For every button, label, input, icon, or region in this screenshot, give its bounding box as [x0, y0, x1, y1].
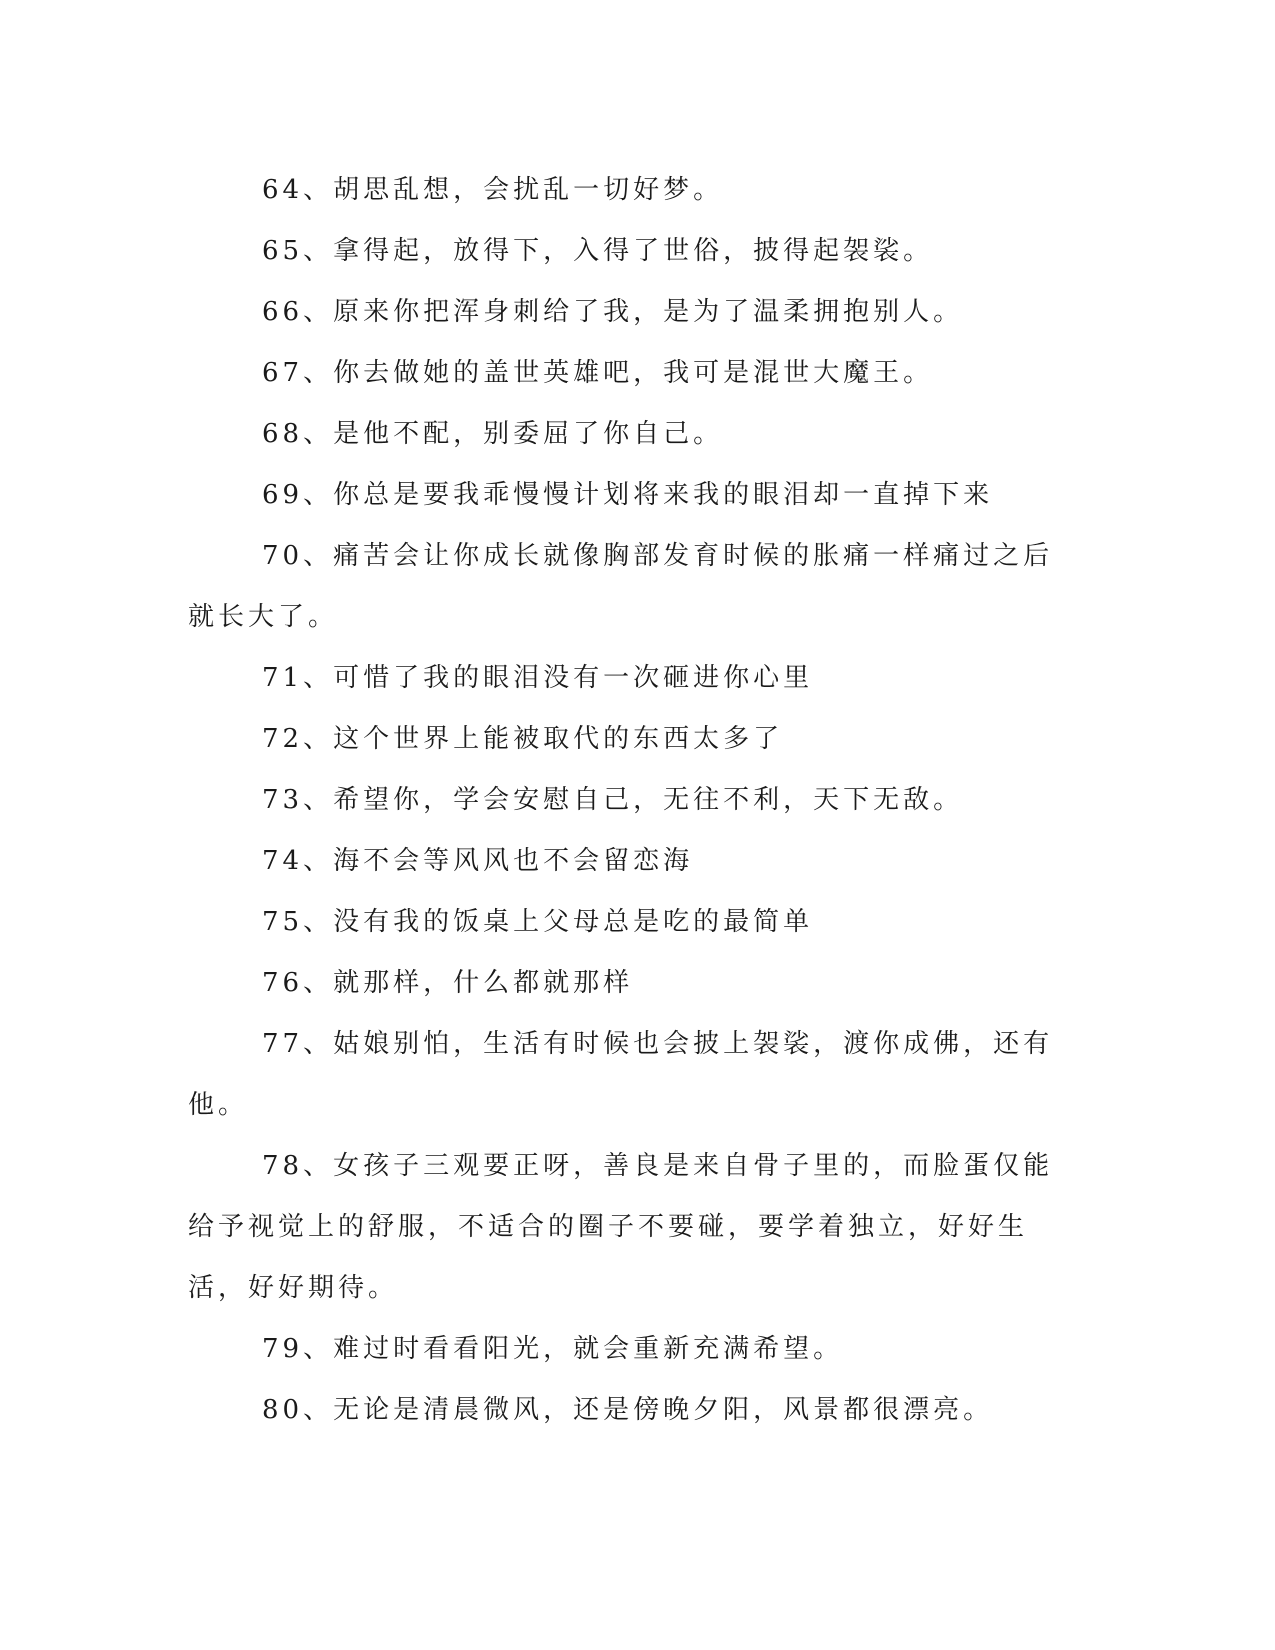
paragraph-75: 75、没有我的饭桌上父母总是吃的最简单	[262, 907, 814, 937]
paragraph-66: 66、原来你把浑身刺给了我，是为了温柔拥抱别人。	[262, 297, 964, 327]
paragraph-64: 64、胡思乱想，会扰乱一切好梦。	[262, 175, 724, 205]
paragraph-77: 77、姑娘别怕，生活有时候也会披上袈裟，渡你成佛，还有他。	[188, 1029, 1054, 1120]
paragraph-80: 80、无论是清晨微风，还是傍晚夕阳，风景都很漂亮。	[262, 1395, 994, 1425]
paragraph-65: 65、拿得起，放得下，入得了世俗，披得起袈裟。	[262, 236, 934, 266]
paragraph-73: 73、希望你，学会安慰自己，无往不利，天下无敌。	[262, 785, 964, 815]
paragraph-79: 79、难过时看看阳光，就会重新充满希望。	[262, 1334, 844, 1364]
paragraph-67: 67、你去做她的盖世英雄吧，我可是混世大魔王。	[262, 358, 934, 388]
paragraph-72: 72、这个世界上能被取代的东西太多了	[262, 724, 784, 754]
paragraph-68: 68、是他不配，别委屈了你自己。	[262, 419, 724, 449]
paragraph-76: 76、就那样，什么都就那样	[262, 968, 634, 998]
paragraph-71: 71、可惜了我的眼泪没有一次砸进你心里	[262, 663, 814, 693]
paragraph-78: 78、女孩子三观要正呀，善良是来自骨子里的，而脸蛋仅能给予视觉上的舒服，不适合的圈子不要碰，要学着独立，好好生活，好好期待。	[188, 1151, 1054, 1303]
document-body	[188, 160, 1078, 1441]
paragraph-69: 69、你总是要我乖慢慢计划将来我的眼泪却一直掉下来	[262, 480, 994, 510]
paragraph-74: 74、海不会等风风也不会留恋海	[262, 846, 694, 876]
paragraph-70: 70、痛苦会让你成长就像胸部发育时候的胀痛一样痛过之后就长大了。	[188, 541, 1054, 632]
